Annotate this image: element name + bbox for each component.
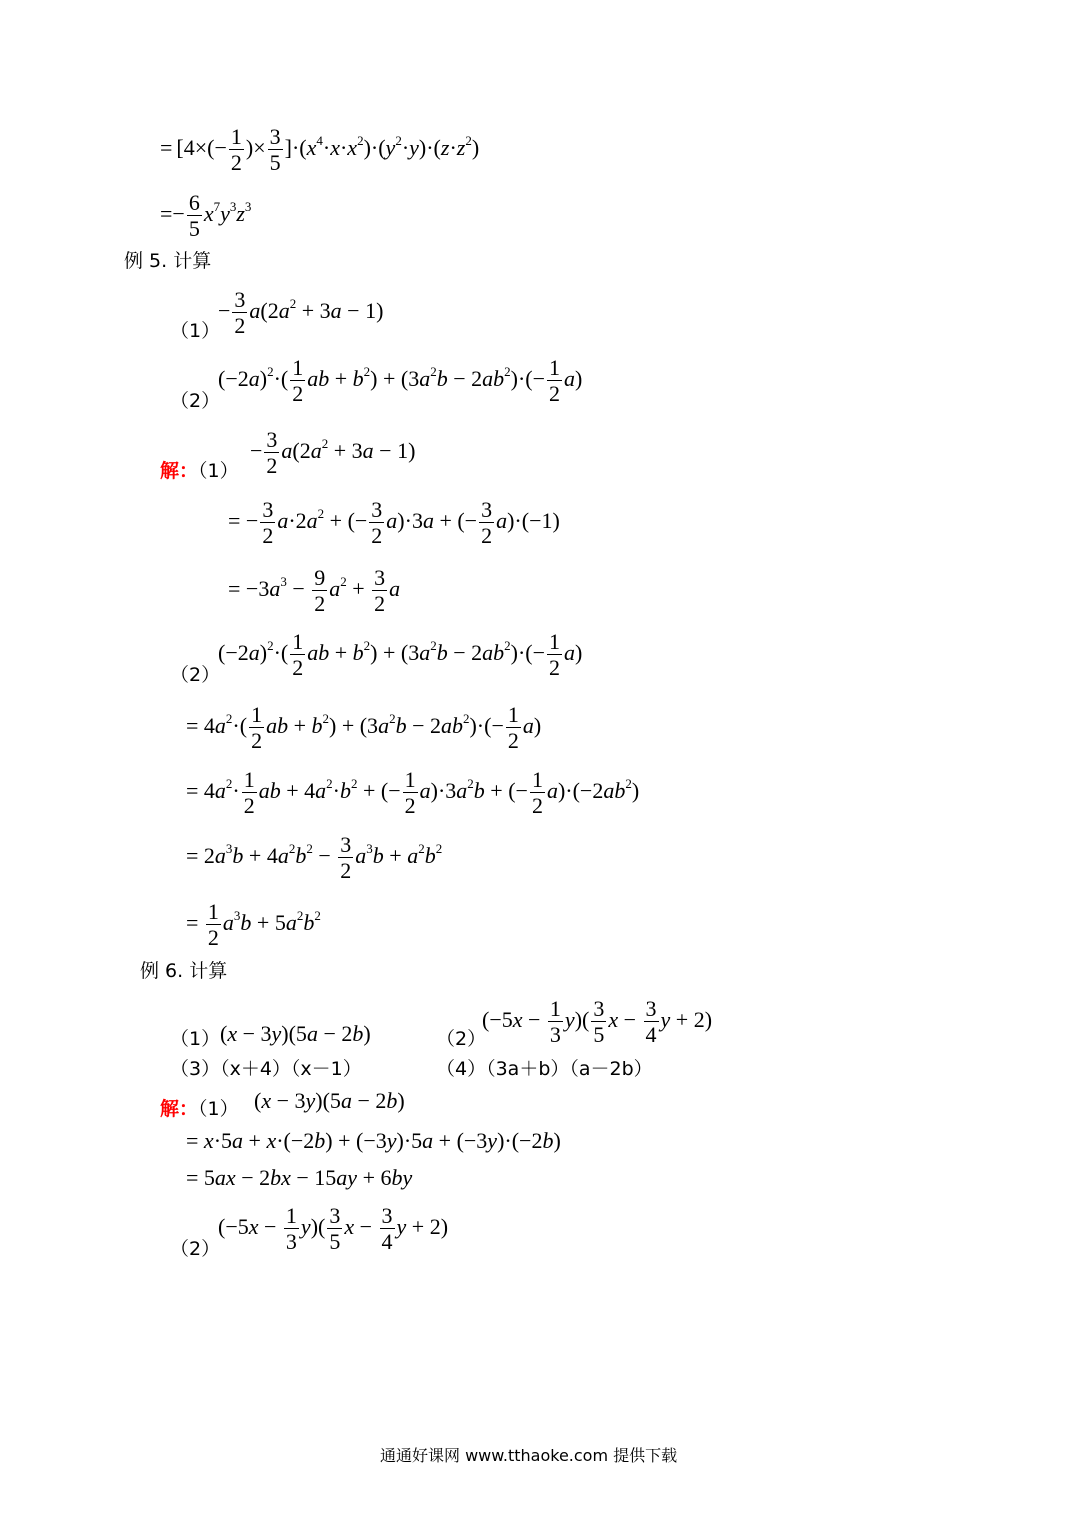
example-6-heading: 例 6. 计算 [140,960,228,982]
ex5-problem-2-label: （2） [170,390,221,412]
ex5-sol2-result: = $\frac{1}{2}$ $a^3b + 5a^2b^2$ [186,899,321,951]
example-5-heading: 例 5. 计算 [124,250,212,272]
ex6-solution-label [160,1100,239,1119]
ex6-sol2-label: （2） [170,1238,221,1260]
ex5-sol1-step1: = − $\frac{3}{2}$ $a\cdot 2a^2$ + (− $\frac{3}{2}$ a)·3a + (− $\frac{3}{2}$ a)·(−1) [228,497,560,549]
solution-part-1-label: （1） [198,1098,239,1120]
ex6-problem-3: （3）（x＋4）（x－1） [170,1058,362,1080]
ex6-problem-1-label: （1） [170,1028,221,1050]
ex6-sol1-step1: = x·5a + x·(−2b) + (−3y)·5a + (−3y)·(−2b) [186,1128,561,1153]
solution-part-1-label: （1） [198,460,239,482]
ex6-problem-2-label: （2） [436,1028,487,1050]
ex5-sol2-step2: = $4a^2\cdot$ $\frac{1}{2}$ ab + $4a^2\cdot b^2$ + (− $\frac{1}{2}$ $a)\cdot 3a^2b$ + (− $\frac{1}{2}$ $a)\cdot(-2ab^2)$ [186,767,640,819]
ex6-sol1-expr: (x − 3y)(5a − 2b) [254,1088,405,1113]
solution-marker: 解： [160,460,199,482]
ex5-solution-label [160,462,239,481]
math-line-prev-result: =− $\frac{6}{5}$ $x^7y^3z^3$ [160,190,252,242]
ex5-sol2-expr: $(-2a)^2\cdot$( $\frac{1}{2}$ ab + $b^2) + (3a^2b - 2ab^2)\cdot(-$ $\frac{1}{2}$ a) [218,629,583,681]
ex5-sol1-expr: − $\frac{3}{2}$ $a(2a^2 + 3a - 1)$ [250,427,416,479]
ex5-problem-1-label: （1） [170,320,221,342]
ex6-sol1-result: = 5ax − 2bx − 15ay + 6by [186,1165,413,1190]
math-line-prev-step: = [4×(− $\frac{1}{2}$ )× $\frac{3}{5}$ ]$\cdot(x^4\cdot x\cdot x^2)\cdot(y^2\cdot y)\cdot(z\cdot z^2)$ [160,124,480,176]
solution-marker: 解： [160,1098,199,1120]
ex6-sol2-expr: (−5x − $\frac{1}{3}$ y)( $\frac{3}{5}$ x − $\frac{3}{4}$ y + 2) [218,1203,449,1255]
ex6-problem-4: （4）（3a＋b）（a－2b） [436,1058,653,1080]
ex5-problem-2-expr: $(-2a)^2\cdot$( $\frac{1}{2}$ ab + $b^2) + (3a^2b - 2ab^2)\cdot(-$ $\frac{1}{2}$ a) [218,355,583,407]
ex5-sol2-step3: = $2a^3b + 4a^2b^2$ − $\frac{3}{2}$ $a^3b + a^2b^2$ [186,832,443,884]
ex5-problem-1-expr: − $\frac{3}{2}$ $a(2a^2 + 3a - 1)$ [218,287,384,339]
ex6-problem-2-expr: (−5x − $\frac{1}{3}$ y)( $\frac{3}{5}$ x − $\frac{3}{4}$ y + 2) [482,996,713,1048]
ex5-sol2-label: （2） [170,664,221,686]
ex5-sol2-step1: = $4a^2\cdot$( $\frac{1}{2}$ ab + $b^2) + (3a^2b - 2ab^2)\cdot(-$ $\frac{1}{2}$ a) [186,702,542,754]
ex5-sol1-step2: = $-3a^3$ − $\frac{9}{2}$ $a^2$ + $\frac{3}{2}$ a [228,565,401,617]
ex6-problem-1-expr: (x − 3y)(5a − 2b) [220,1021,371,1046]
page-footer: 通通好课网 www.tthaoke.com 提供下载 [380,1446,678,1465]
